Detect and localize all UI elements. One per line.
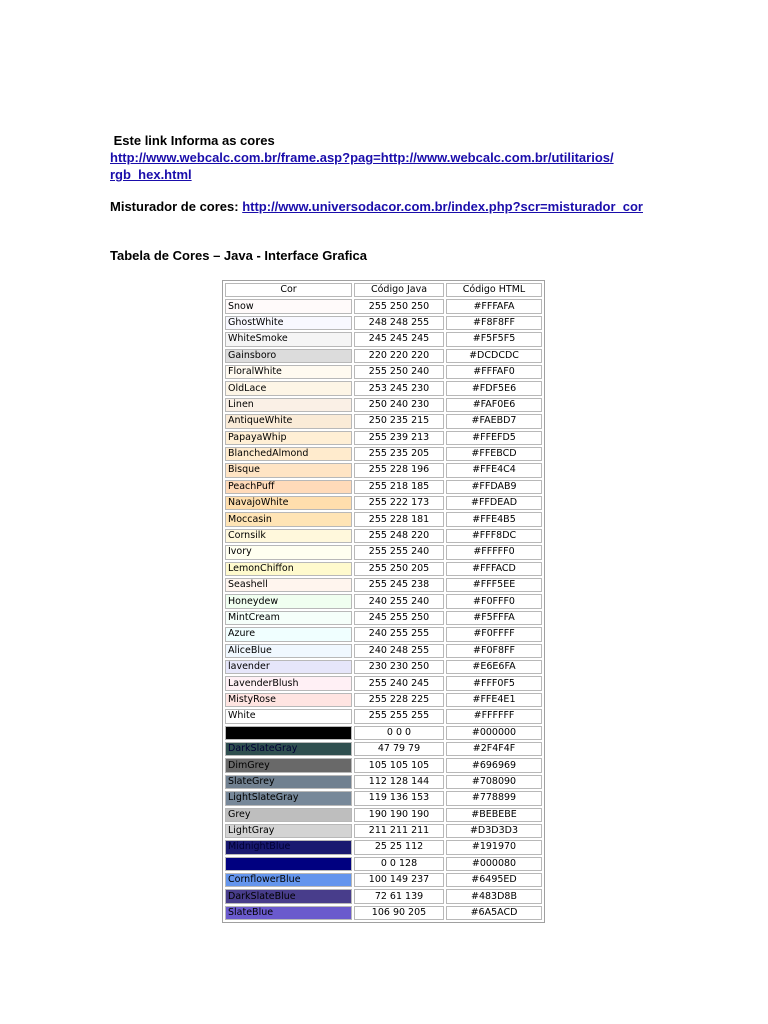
java-code-cell: 112 128 144: [354, 775, 444, 789]
table-row: [225, 562, 542, 576]
java-code-cell: 255 255 255: [354, 709, 444, 723]
html-code-cell: #F0F8FF: [446, 644, 542, 658]
color-name-cell: SlateGrey: [225, 775, 352, 789]
table-header-row: [225, 283, 542, 297]
table-row: [225, 824, 542, 838]
html-code-cell: #778899: [446, 791, 542, 805]
header-codigo-html: Código HTML: [446, 283, 542, 297]
html-code-cell: #FFFFF0: [446, 545, 542, 559]
java-code-cell: 230 230 250: [354, 660, 444, 674]
html-code-cell: #FFEFD5: [446, 431, 542, 445]
java-code-cell: 190 190 190: [354, 808, 444, 822]
java-code-cell: 255 239 213: [354, 431, 444, 445]
color-name-cell: DarkSlateBlue: [225, 889, 352, 903]
color-name-cell: Moccasin: [225, 512, 352, 526]
java-code-cell: 106 90 205: [354, 906, 444, 920]
java-code-cell: 72 61 139: [354, 889, 444, 903]
java-code-cell: 105 105 105: [354, 758, 444, 772]
header-cor: Cor: [225, 283, 352, 297]
html-code-cell: #FFE4B5: [446, 512, 542, 526]
intro-label: Este link Informa as cores: [113, 133, 275, 148]
table-row: [225, 480, 542, 494]
webcalc-link-line1[interactable]: http://www.webcalc.com.br/frame.asp?pag=http://www.webcalc.com.br/utilitarios/: [110, 150, 614, 165]
color-name-cell: CornflowerBlue: [225, 873, 352, 887]
table-row: [225, 512, 542, 526]
html-code-cell: #FFFACD: [446, 562, 542, 576]
java-code-cell: 240 248 255: [354, 644, 444, 658]
html-code-cell: #DCDCDC: [446, 349, 542, 363]
html-code-cell: #2F4F4F: [446, 742, 542, 756]
table-row: [225, 627, 542, 641]
color-name-cell: Grey: [225, 808, 352, 822]
html-code-cell: #F5FFFA: [446, 611, 542, 625]
html-code-cell: #FFE4C4: [446, 463, 542, 477]
java-code-cell: 255 250 240: [354, 365, 444, 379]
table-row: [225, 496, 542, 510]
table-row: [225, 906, 542, 920]
java-code-cell: 255 235 205: [354, 447, 444, 461]
color-name-cell: MidnightBlue: [225, 840, 352, 854]
table-row: [225, 529, 542, 543]
table-row: [225, 791, 542, 805]
java-code-cell: 255 250 205: [354, 562, 444, 576]
color-name-cell: PeachPuff: [225, 480, 352, 494]
mixer-link[interactable]: http://www.universodacor.com.br/index.php?scr=misturador_cor: [242, 199, 643, 214]
table-row: [225, 758, 542, 772]
header-codigo-java: Código Java: [354, 283, 444, 297]
table-row: [225, 742, 542, 756]
java-code-cell: 255 228 181: [354, 512, 444, 526]
table-row: [225, 578, 542, 592]
color-name-cell: AntiqueWhite: [225, 414, 352, 428]
java-code-cell: 248 248 255: [354, 316, 444, 330]
table-row: [225, 808, 542, 822]
color-name-cell: Seashell: [225, 578, 352, 592]
html-code-cell: #E6E6FA: [446, 660, 542, 674]
table-row: [225, 447, 542, 461]
html-code-cell: #FDF5E6: [446, 381, 542, 395]
color-name-cell: FloralWhite: [225, 365, 352, 379]
html-code-cell: #708090: [446, 775, 542, 789]
java-code-cell: 255 218 185: [354, 480, 444, 494]
table-row: [225, 594, 542, 608]
table-row: [225, 660, 542, 674]
html-code-cell: #FFE4E1: [446, 693, 542, 707]
table-row: [225, 873, 542, 887]
color-name-cell: LavenderBlush: [225, 676, 352, 690]
table-row: [225, 414, 542, 428]
table-row: [225, 545, 542, 559]
color-name-cell: Snow: [225, 299, 352, 313]
java-code-cell: 211 211 211: [354, 824, 444, 838]
table-row: [225, 332, 542, 346]
html-code-cell: #FFFAF0: [446, 365, 542, 379]
html-code-cell: #FFF8DC: [446, 529, 542, 543]
java-code-cell: 255 248 220: [354, 529, 444, 543]
java-code-cell: 255 228 225: [354, 693, 444, 707]
table-row: [225, 693, 542, 707]
html-code-cell: #FAEBD7: [446, 414, 542, 428]
table-row: [225, 381, 542, 395]
color-name-cell: LightSlateGray: [225, 791, 352, 805]
color-name-cell: lavender: [225, 660, 352, 674]
table-row: [225, 463, 542, 477]
intro-text: [110, 133, 275, 149]
color-name-cell: Gainsboro: [225, 349, 352, 363]
webcalc-link-line2[interactable]: rgb_hex.html: [110, 167, 192, 182]
color-name-cell: AliceBlue: [225, 644, 352, 658]
color-name-cell: Linen: [225, 398, 352, 412]
table-row: [225, 365, 542, 379]
java-code-cell: 255 250 250: [354, 299, 444, 313]
color-name-cell: MistyRose: [225, 693, 352, 707]
java-code-cell: 250 240 230: [354, 398, 444, 412]
color-name-cell: LightGray: [225, 824, 352, 838]
html-code-cell: #FFDEAD: [446, 496, 542, 510]
color-name-cell: NavajoWhite: [225, 496, 352, 510]
html-code-cell: #000080: [446, 857, 542, 871]
table-title: Tabela de Cores – Java - Interface Grafica: [110, 248, 367, 263]
mixer-line: [110, 199, 643, 215]
html-code-cell: #FFDAB9: [446, 480, 542, 494]
java-code-cell: 255 222 173: [354, 496, 444, 510]
table-row: [225, 857, 542, 871]
html-code-cell: #FFEBCD: [446, 447, 542, 461]
table-row: [225, 840, 542, 854]
color-name-cell: OldLace: [225, 381, 352, 395]
java-code-cell: 255 255 240: [354, 545, 444, 559]
color-name-cell: Azure: [225, 627, 352, 641]
java-code-cell: 255 228 196: [354, 463, 444, 477]
html-code-cell: #696969: [446, 758, 542, 772]
html-code-cell: #D3D3D3: [446, 824, 542, 838]
color-name-cell: DarkSlateGray: [225, 742, 352, 756]
java-code-cell: 0 0 128: [354, 857, 444, 871]
java-code-cell: 245 245 245: [354, 332, 444, 346]
color-name-cell: BlanchedAlmond: [225, 447, 352, 461]
html-code-cell: #BEBEBE: [446, 808, 542, 822]
table-row: [225, 644, 542, 658]
table-row: [225, 349, 542, 363]
java-code-cell: 250 235 215: [354, 414, 444, 428]
color-rows: [225, 299, 542, 920]
java-code-cell: 119 136 153: [354, 791, 444, 805]
html-code-cell: #FFFAFA: [446, 299, 542, 313]
html-code-cell: #F8F8FF: [446, 316, 542, 330]
color-name-cell: LemonChiffon: [225, 562, 352, 576]
html-code-cell: #F5F5F5: [446, 332, 542, 346]
java-code-cell: 100 149 237: [354, 873, 444, 887]
html-code-cell: #F0FFF0: [446, 594, 542, 608]
html-code-cell: #FFF0F5: [446, 676, 542, 690]
table-row: [225, 398, 542, 412]
color-name-cell: Bisque: [225, 463, 352, 477]
color-name-cell: [225, 726, 352, 740]
color-name-cell: Cornsilk: [225, 529, 352, 543]
color-name-cell: PapayaWhip: [225, 431, 352, 445]
color-name-cell: White: [225, 709, 352, 723]
html-code-cell: #F0FFFF: [446, 627, 542, 641]
color-table: [222, 280, 545, 923]
java-code-cell: 47 79 79: [354, 742, 444, 756]
java-code-cell: 0 0 0: [354, 726, 444, 740]
table-row: [225, 709, 542, 723]
html-code-cell: #483D8B: [446, 889, 542, 903]
java-code-cell: 240 255 255: [354, 627, 444, 641]
color-name-cell: WhiteSmoke: [225, 332, 352, 346]
table-row: [225, 726, 542, 740]
color-name-cell: Honeydew: [225, 594, 352, 608]
html-code-cell: #6A5ACD: [446, 906, 542, 920]
java-code-cell: 245 255 250: [354, 611, 444, 625]
java-code-cell: 255 240 245: [354, 676, 444, 690]
table-row: [225, 299, 542, 313]
color-name-cell: Ivory: [225, 545, 352, 559]
table-row: [225, 889, 542, 903]
java-code-cell: 240 255 240: [354, 594, 444, 608]
java-code-cell: 220 220 220: [354, 349, 444, 363]
html-code-cell: #FFFFFF: [446, 709, 542, 723]
html-code-cell: #6495ED: [446, 873, 542, 887]
color-name-cell: SlateBlue: [225, 906, 352, 920]
table-row: [225, 431, 542, 445]
html-code-cell: #FFF5EE: [446, 578, 542, 592]
color-name-cell: DimGrey: [225, 758, 352, 772]
html-code-cell: #FAF0E6: [446, 398, 542, 412]
mixer-label: Misturador de cores:: [110, 199, 243, 214]
color-name-cell: MintCream: [225, 611, 352, 625]
color-name-cell: GhostWhite: [225, 316, 352, 330]
table-row: [225, 775, 542, 789]
java-code-cell: 255 245 238: [354, 578, 444, 592]
table-row: [225, 316, 542, 330]
html-code-cell: #191970: [446, 840, 542, 854]
java-code-cell: 25 25 112: [354, 840, 444, 854]
color-name-cell: [225, 857, 352, 871]
table-row: [225, 676, 542, 690]
html-code-cell: #000000: [446, 726, 542, 740]
table-row: [225, 611, 542, 625]
java-code-cell: 253 245 230: [354, 381, 444, 395]
